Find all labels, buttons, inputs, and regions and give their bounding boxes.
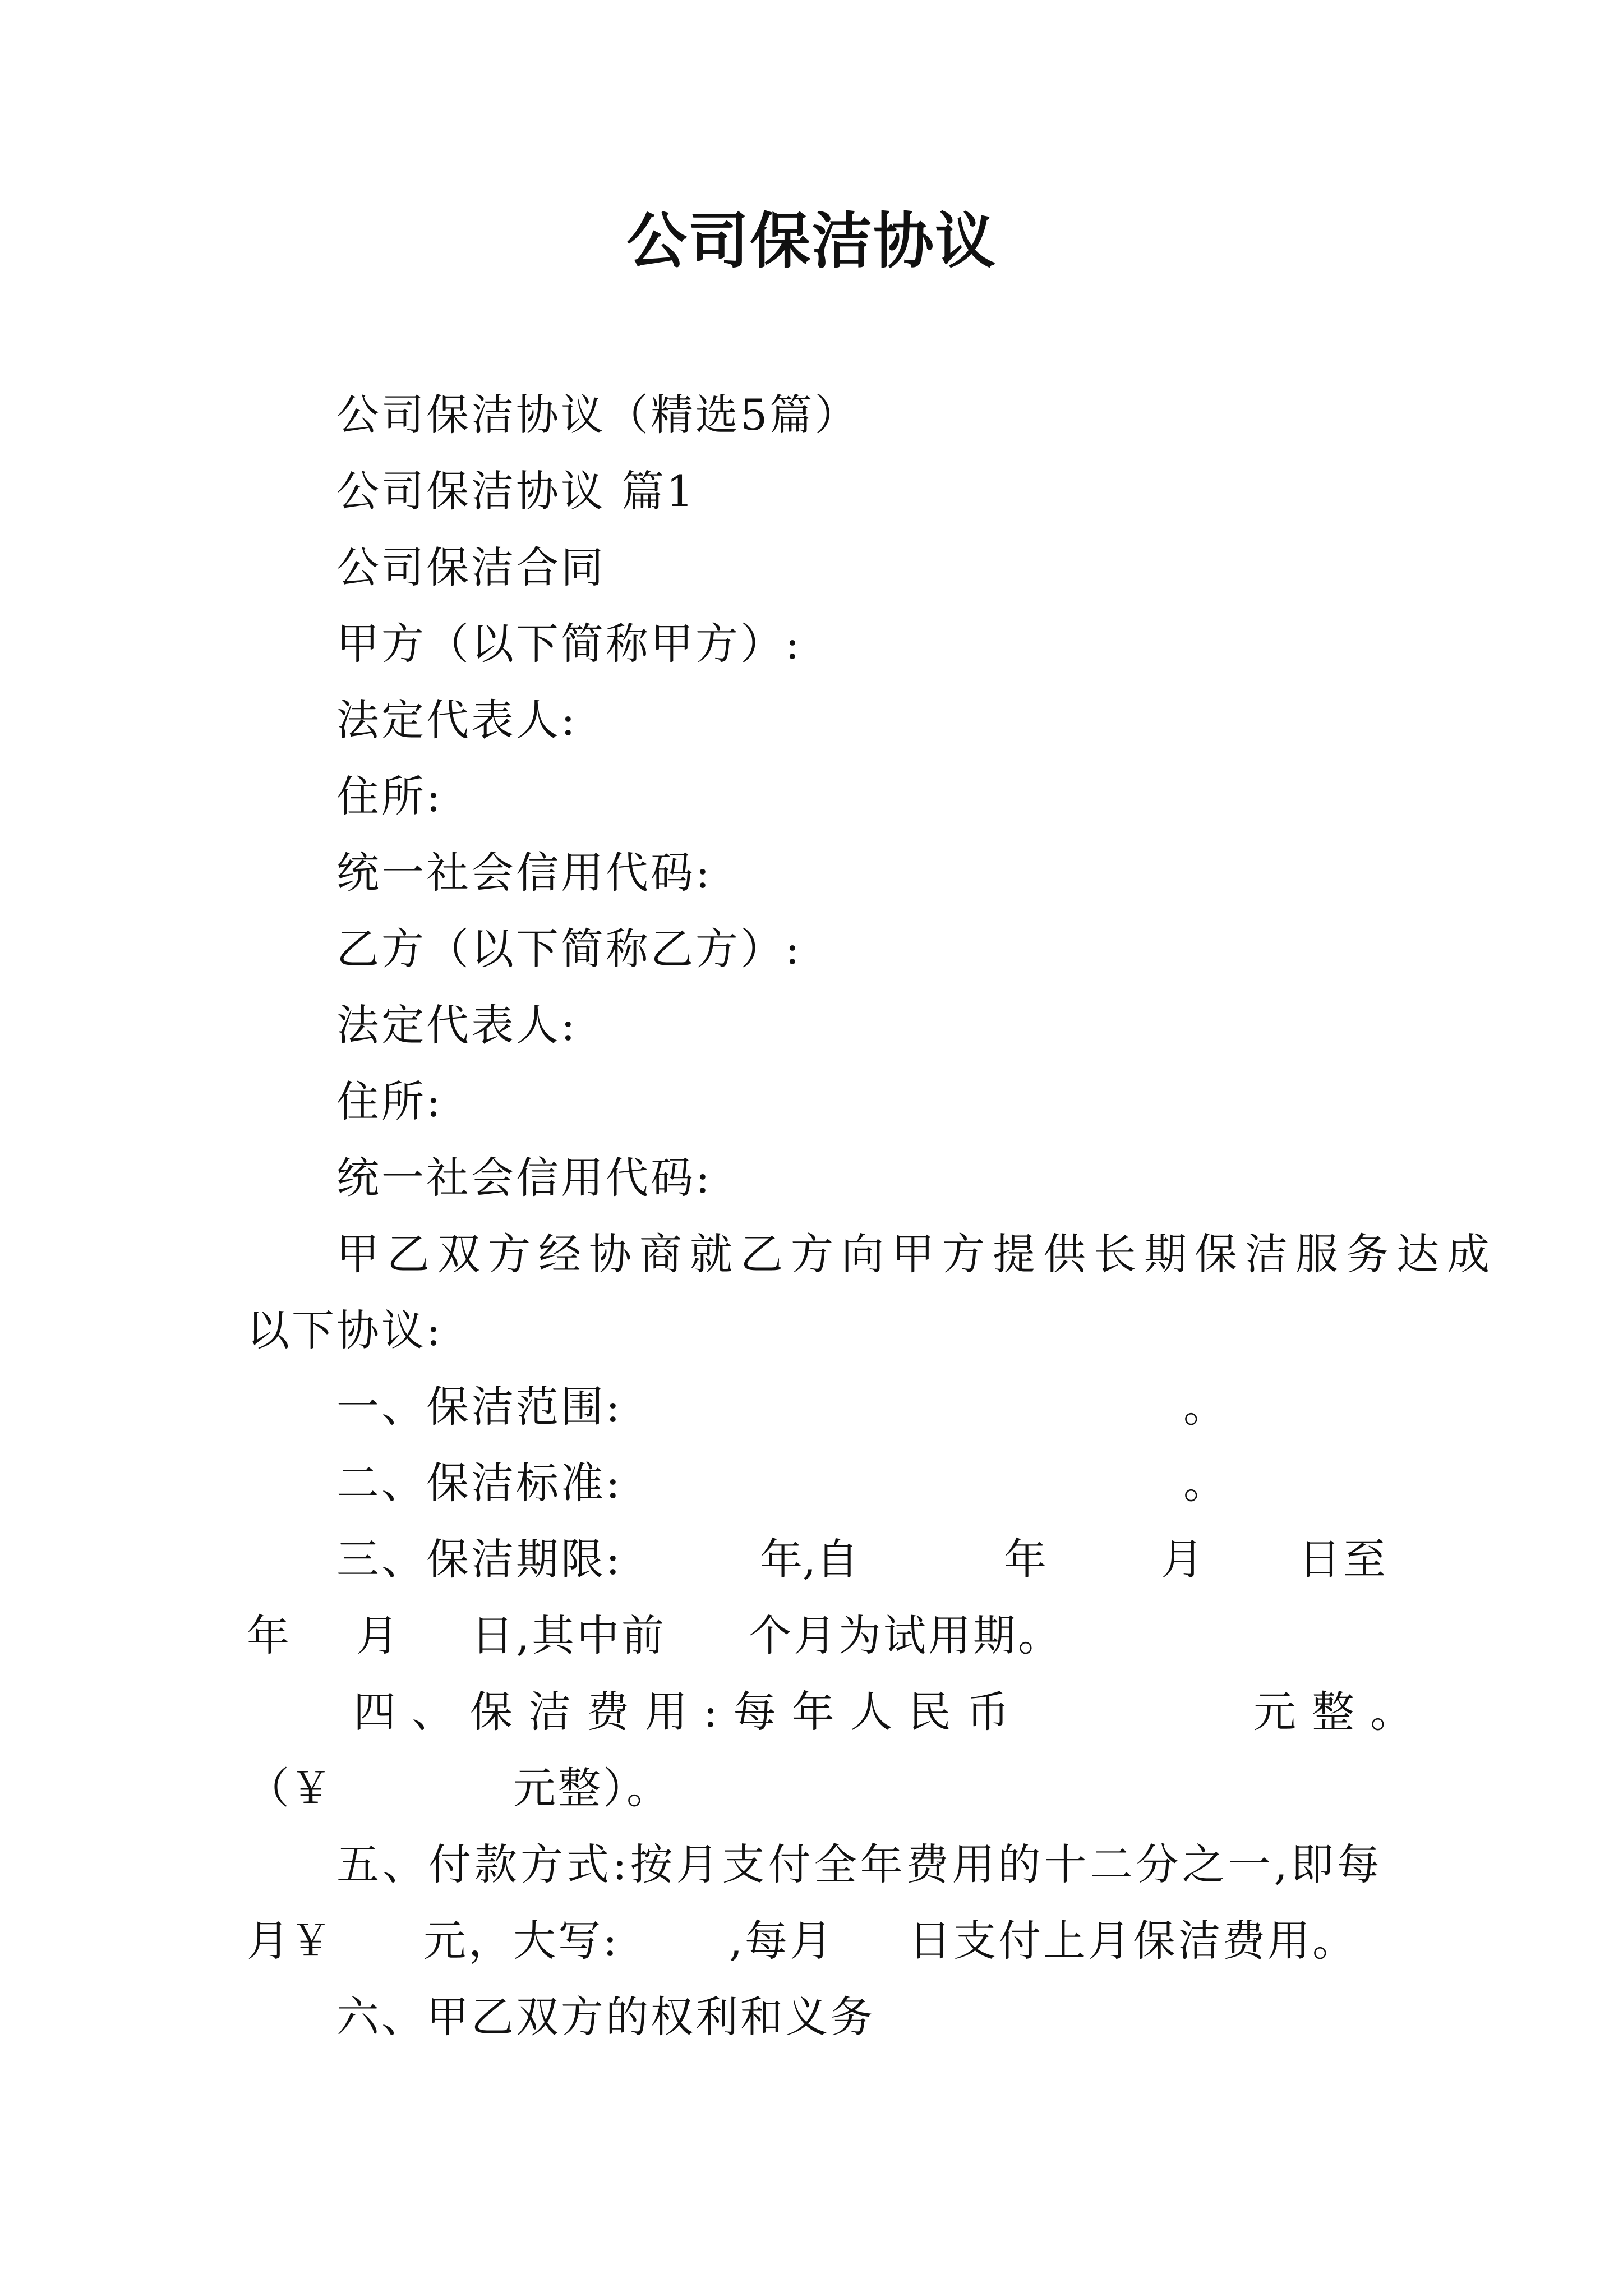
clause-1-label: 一、保洁范围: [336, 1382, 623, 1432]
clause-3-label: 三、保洁期限: [336, 1534, 623, 1584]
party-b-address: 住所: [336, 1076, 443, 1126]
party-a-representative: 法定代表人: [336, 695, 578, 745]
clause-2-label: 二、保洁标准: [336, 1458, 623, 1508]
intro-line-1: 甲乙双方经协商就乙方向甲方提供长期保洁服务达成 [336, 1229, 1497, 1279]
clause-3-l2-day: 日,其中前 [471, 1611, 667, 1660]
section-heading: 公司保洁协议 篇1 [336, 466, 696, 516]
clause-3-l2-month: 月 [356, 1611, 399, 1660]
clause-3-year: 年 [1004, 1534, 1046, 1584]
clause-3-year-unit: 年,自 [760, 1534, 859, 1584]
party-a: 甲方（以下简称甲方）: [336, 619, 802, 669]
party-b-credit-code: 统一社会信用代码: [336, 1153, 712, 1203]
party-a-credit-code: 统一社会信用代码: [336, 848, 712, 898]
party-b-representative: 法定代表人: [336, 1000, 578, 1050]
clause-5-l2-month: 月￥ [247, 1916, 332, 1966]
party-a-address: 住所: [336, 771, 443, 821]
clause-3-l2-year: 年 [247, 1611, 289, 1660]
party-b: 乙方（以下简称乙方）: [336, 924, 802, 974]
clause-5-l2-day: 日支付上月保洁费用。 [909, 1916, 1357, 1966]
clause-2-end: 。 [1183, 1458, 1226, 1508]
contract-name: 公司保洁合同 [336, 542, 606, 592]
clause-5-l2-yuan: 元，大写: [423, 1916, 620, 1966]
clause-3-l2-trial: 个月为试用期。 [749, 1611, 1063, 1660]
clause-4-line2-open: （￥ [247, 1763, 332, 1813]
clause-6: 六、甲乙双方的权利和义务 [336, 1992, 875, 2042]
clause-1-end: 。 [1183, 1382, 1226, 1432]
clause-4-label: 四、保洁费用:每年人民币 [353, 1687, 1025, 1737]
intro-line-2: 以下协议: [247, 1305, 443, 1355]
subtitle: 公司保洁协议（精选5篇） [336, 390, 860, 440]
clause-5-l2-each: ,每月 [729, 1916, 835, 1966]
clause-5-line-1: 五、付款方式:按月支付全年费用的十二分之一,即每 [336, 1839, 1383, 1889]
clause-4-end: 元整。 [1253, 1687, 1428, 1737]
document-title: 公司保洁协议 [626, 206, 997, 277]
clause-3-day-to: 日至 [1298, 1534, 1388, 1584]
clause-3-month: 月 [1161, 1534, 1204, 1584]
clause-4-line2-close: 元整）。 [513, 1763, 671, 1813]
